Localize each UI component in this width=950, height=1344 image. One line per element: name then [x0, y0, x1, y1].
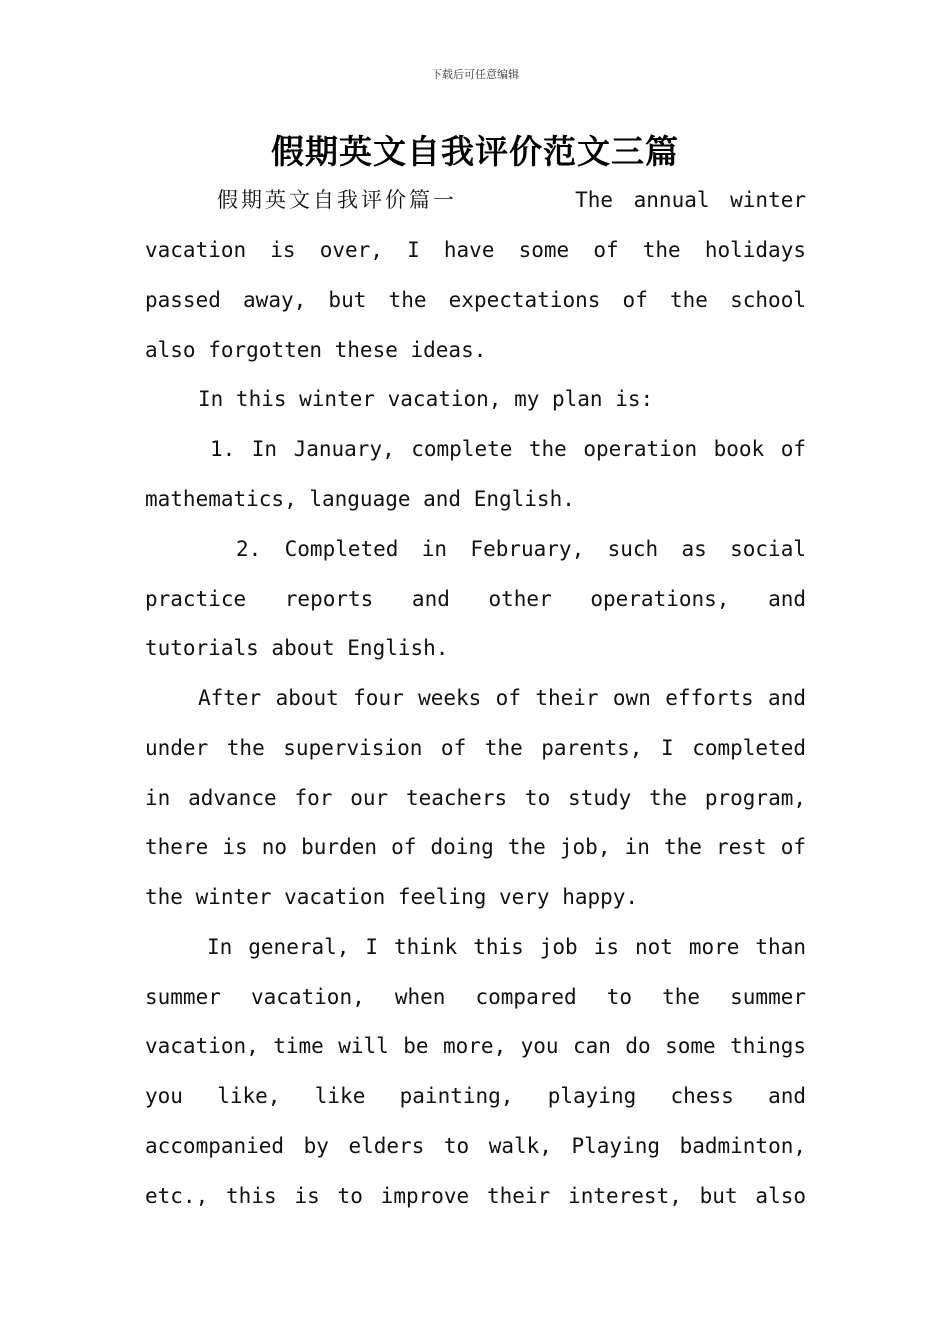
header-note: 下载后可任意编辑 — [431, 68, 519, 81]
paragraph-line: the winter vacation feeling very happy. — [145, 885, 639, 909]
paragraph-line: also forgotten these ideas. — [145, 338, 487, 362]
list-item-line: 2. Completed in February, such as social — [236, 537, 806, 561]
paragraph-line — [145, 185, 806, 215]
list-item-line: mathematics, language and English. — [145, 487, 575, 511]
document-title: 假期英文自我评价范文三篇 — [271, 132, 679, 171]
paragraph-line: vacation, time will be more, you can do some things — [145, 1034, 806, 1058]
paragraph-line: In this winter vacation, my plan is: — [198, 387, 654, 411]
paragraph-line: vacation is over, I have some of the holidays — [145, 238, 806, 262]
list-item-line: 1. In January, complete the operation book of — [210, 437, 806, 461]
paragraph-line: in advance for our teachers to study the program, — [145, 786, 806, 810]
list-item-line: tutorials about English. — [145, 636, 449, 660]
paragraph-line: In general, I think this job is not more than — [207, 935, 806, 959]
list-item-line: practice reports and other operations, and — [145, 587, 806, 611]
section-label: 假期英文自我评价篇一 — [217, 188, 457, 212]
paragraph-line: there is no burden of doing the job, in the rest of — [145, 835, 806, 859]
paragraph-line: passed away, but the expectations of the school — [145, 288, 806, 312]
paragraph-line: accompanied by elders to walk, Playing badminton, — [145, 1134, 806, 1158]
paragraph-line: summer vacation, when compared to the summer — [145, 985, 806, 1009]
paragraph-line: After about four weeks of their own efforts and — [198, 686, 806, 710]
paragraph-line: under the supervision of the parents, I completed — [145, 736, 806, 760]
paragraph-line: etc., this is to improve their interest, but also — [145, 1184, 806, 1208]
paragraph-line-text: The annual winter — [575, 188, 806, 212]
paragraph-line: you like, like painting, playing chess and — [145, 1084, 806, 1108]
